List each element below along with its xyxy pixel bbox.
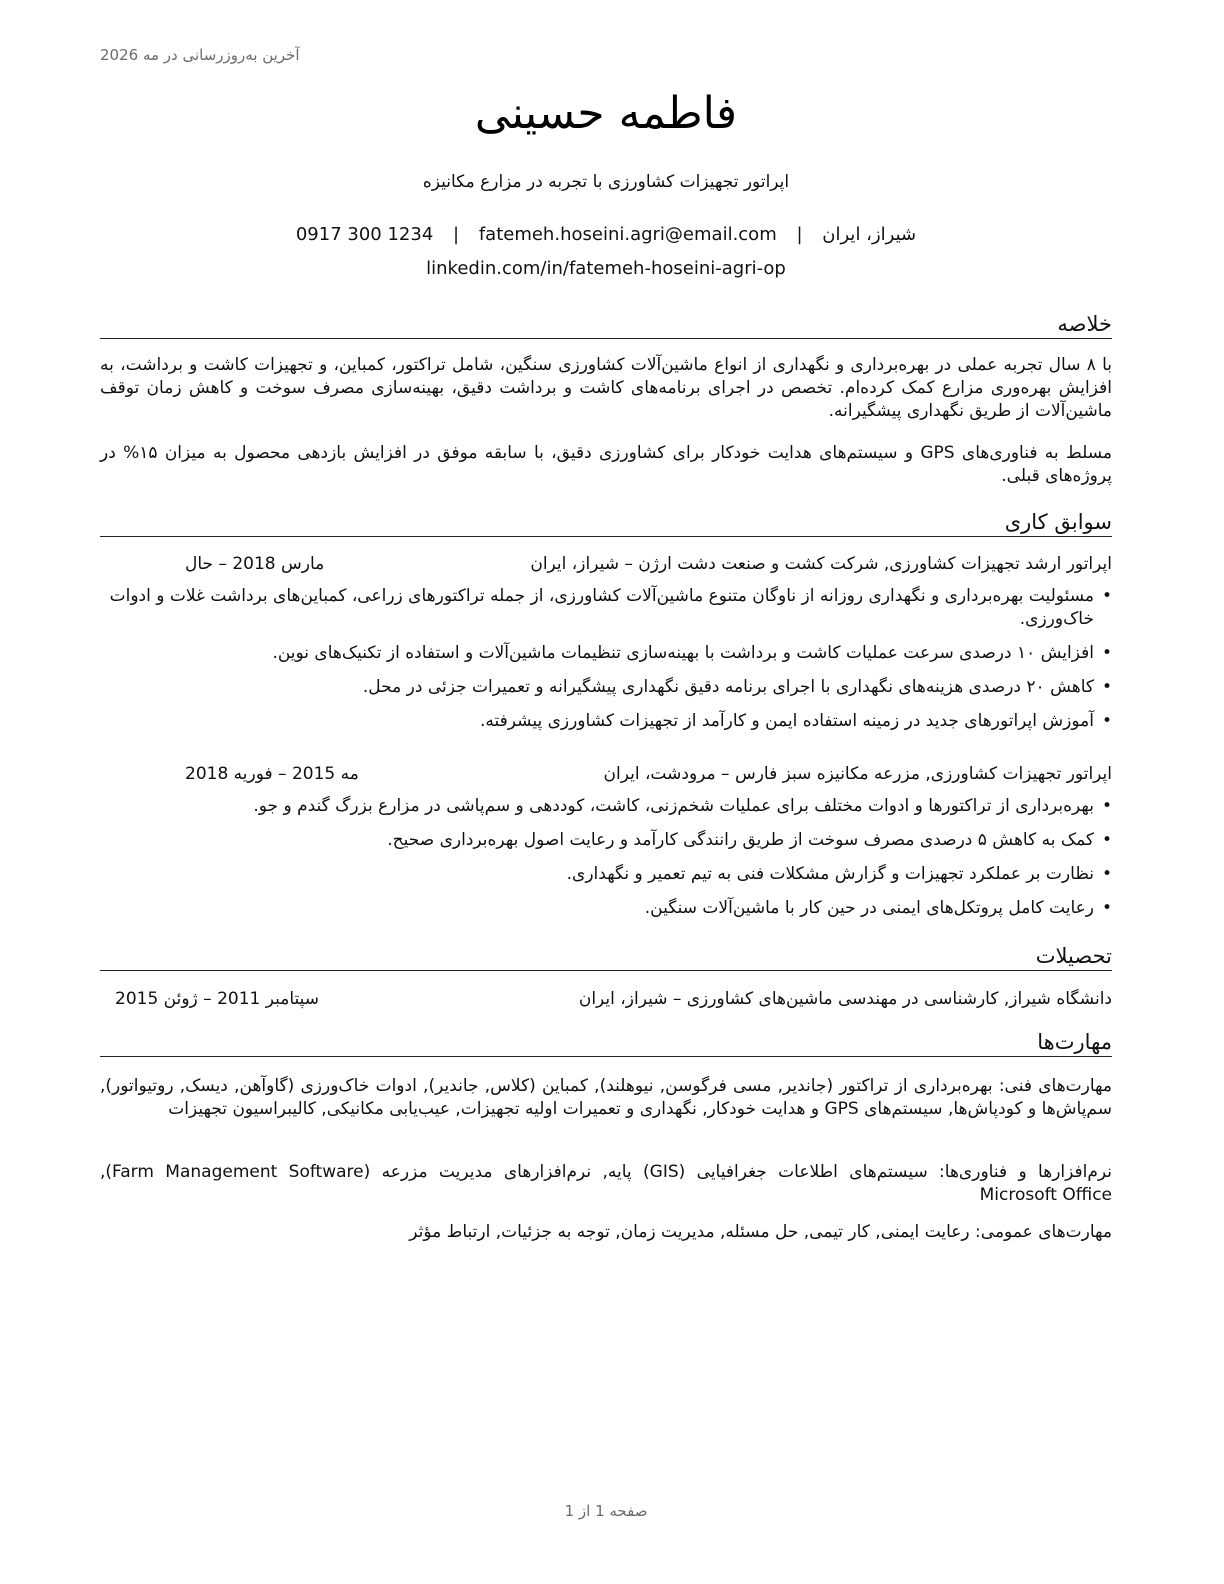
candidate-name: فاطمه حسینی bbox=[474, 88, 738, 139]
skills-heading: مهارت‌ها bbox=[100, 1030, 1112, 1057]
job-title: اپراتور تجهیزات کشاورزی, مزرعه مکانیزه سبز فارس – مرودشت، ایران bbox=[603, 764, 1112, 784]
job-bullets bbox=[100, 585, 1112, 744]
job-bullet: • نظارت بر عملکرد تجهیزات و گزارش مشکلات فنی به تیم تعمیر و نگهداری. bbox=[100, 863, 1112, 886]
last-updated-text: آخرین به‌روزرسانی در مه 2026 bbox=[100, 46, 300, 64]
location-text: شیراز، ایران bbox=[822, 224, 917, 245]
skills-software: نرم‌افزارها و فناوری‌ها: سیستم‌های اطلاعات جغرافیایی (GIS) پایه, نرم‌افزارهای مدیریت مزرعه (Farm Management Software), Microsoft Office bbox=[100, 1162, 1112, 1205]
skills-technical: مهارت‌های فنی: بهره‌برداری از تراکتور (جاندیر, مسی فرگوسن, نیوهلند), کمباین (کلاس, جاندیر), ادوات خاک‌ورزی (گاوآهن, دیسک, روتیواتور), سم‌پاش‌ها و کودپاش‌ها, سیستم‌های GPS و هدایت خودکار, نگهداری و تعمیرات اولیه تجهیزات, عیب‌یابی مکانیکی, کالیبراسیون تجهیزات bbox=[100, 1076, 1112, 1119]
page-number: صفحه 1 از 1 bbox=[564, 1502, 648, 1520]
candidate-tagline: اپراتور تجهیزات کشاورزی با تجربه در مزارع مکانیزه bbox=[422, 172, 790, 192]
experience-heading: سوابق کاری bbox=[100, 510, 1112, 537]
job-bullet: • رعایت کامل پروتکل‌های ایمنی در حین کار با ماشین‌آلات سنگین. bbox=[100, 897, 1112, 920]
job-header bbox=[100, 554, 1112, 578]
summary-paragraph-2: مسلط به فناوری‌های GPS و سیستم‌های هدایت خودکار برای کشاورزی دقیق، با سابقه موفق در افزایش بازدهی محصول به میزان ۱۵% در پروژه‌های قبلی. bbox=[100, 443, 1112, 486]
resume-page bbox=[100, 0, 1112, 1584]
email-link[interactable]: fatemeh.hoseini.agri@email.com bbox=[478, 224, 777, 245]
job-title: اپراتور ارشد تجهیزات کشاورزی, شرکت کشت و صنعت دشت ارژن – شیراز، ایران bbox=[530, 554, 1112, 574]
phone-text: 0917 300 1234 bbox=[295, 224, 434, 245]
job-bullet: • افزایش ۱۰ درصدی سرعت عملیات کاشت و برداشت با بهینه‌سازی تنظیمات ماشین‌آلات و استفاده از تکنیک‌های نوین. bbox=[100, 642, 1112, 665]
job-bullet: • کاهش ۲۰ درصدی هزینه‌های نگهداری با اجرای برنامه دقیق نگهداری پیشگیرانه و تعمیرات جزئی در محل. bbox=[100, 676, 1112, 699]
education-degree: دانشگاه شیراز, کارشناسی در مهندسی ماشین‌های کشاورزی – شیراز، ایران bbox=[578, 989, 1112, 1009]
job-dates: مه 2015 – فوریه 2018 bbox=[185, 764, 359, 784]
education-heading: تحصیلات bbox=[100, 944, 1112, 971]
summary-paragraph-1: با ۸ سال تجربه عملی در بهره‌برداری و نگهداری از انواع ماشین‌آلات کشاورزی سنگین، شامل تراکتور، کمباین، و تجهیزات کاشت و برداشت، به افزایش بهره‌وری مزارع کمک کرده‌ام. تخصص در اجرای برنامه‌های کاشت و برداشت دقیق، بهینه‌سازی مصرف سوخت و کاهش زمان توقف ماشین‌آلات از طریق نگهداری پیشگیرانه. bbox=[100, 355, 1113, 421]
summary-heading: خلاصه bbox=[100, 312, 1112, 339]
job-bullet: • مسئولیت بهره‌برداری و نگهداری روزانه از ناوگان متنوع ماشین‌آلات کشاورزی، از جمله تراکتورهای زراعی، کمباین‌های برداشت غلات و ادوات خاک‌ورزی. bbox=[100, 585, 1112, 631]
linkedin-link[interactable]: linkedin.com/in/fatemeh-hoseini-agri-op bbox=[426, 258, 786, 279]
job-bullet: • بهره‌برداری از تراکتورها و ادوات مختلف برای عملیات شخم‌زنی، کاشت، کوددهی و سم‌پاشی در مزارع بزرگ گندم و جو. bbox=[100, 795, 1112, 818]
contact-separator: | bbox=[453, 224, 460, 245]
job-bullet: • آموزش اپراتورهای جدید در زمینه استفاده ایمن و کارآمد از تجهیزات کشاورزی پیشرفته. bbox=[100, 710, 1112, 733]
job-bullets bbox=[100, 795, 1112, 931]
job-header bbox=[100, 764, 1112, 788]
job-dates: مارس 2018 – حال bbox=[185, 554, 325, 574]
education-entry bbox=[100, 989, 1112, 1013]
education-dates: سپتامبر 2011 – ژوئن 2015 bbox=[115, 989, 320, 1009]
skills-general: مهارت‌های عمومی: رعایت ایمنی, کار تیمی, حل مسئله, مدیریت زمان, توجه به جزئیات, ارتباط مؤثر bbox=[409, 1222, 1112, 1242]
contact-line bbox=[100, 224, 1112, 245]
contact-separator: | bbox=[796, 224, 803, 245]
job-bullet: • کمک به کاهش ۵ درصدی مصرف سوخت از طریق رانندگی کارآمد و رعایت اصول بهره‌برداری صحیح. bbox=[100, 829, 1112, 852]
